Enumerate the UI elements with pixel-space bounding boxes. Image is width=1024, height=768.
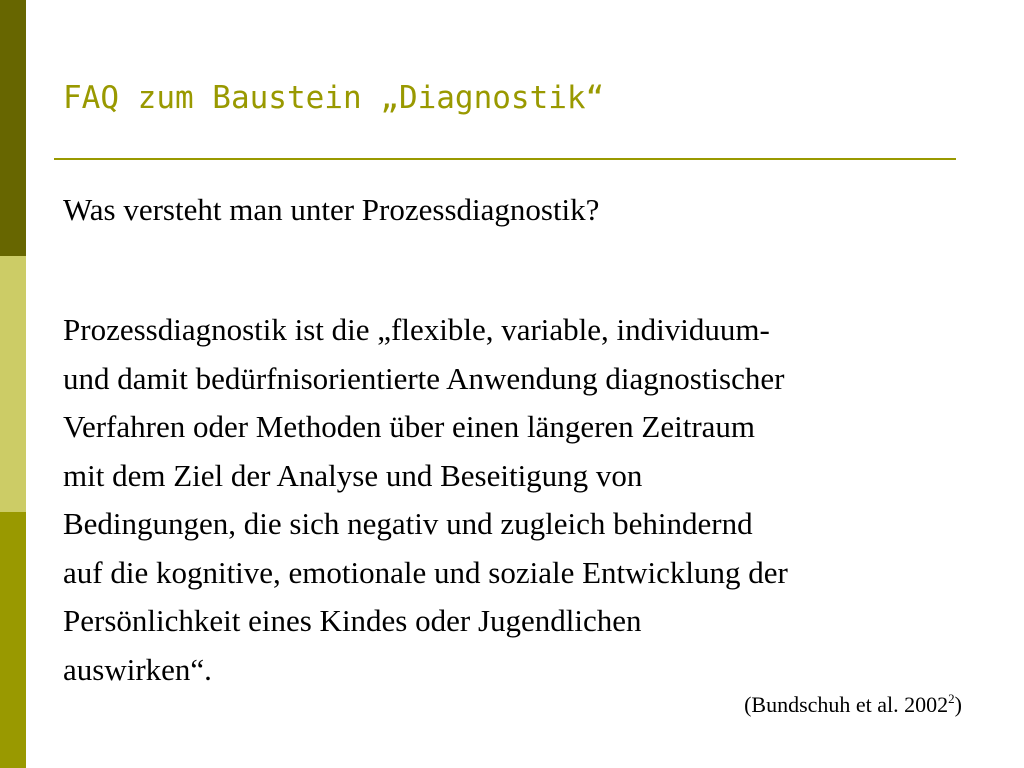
citation-superscript: 2 [948, 691, 955, 706]
question-text: Was versteht man unter Prozessdiagnostik? [63, 192, 600, 227]
slide-title: FAQ zum Baustein „Diagnostik“ [63, 80, 605, 116]
answer-line: Bedingungen, die sich negativ und zugleich behindernd [63, 506, 753, 541]
sidebar-segment-bottom [0, 512, 26, 768]
title-divider [54, 158, 956, 160]
citation-close: ) [954, 692, 962, 717]
answer-line: auswirken“. [63, 651, 212, 687]
answer-line: Prozessdiagnostik ist die „flexible, variable, individuum- [63, 312, 770, 347]
answer-line: und damit bedürfnisorientierte Anwendung diagnostischer [63, 360, 785, 396]
answer-line: Verfahren oder Methoden über einen längeren Zeitraum [63, 409, 756, 444]
citation-text: (Bundschuh et al. 2002 [744, 692, 949, 717]
answer-line: auf die kognitive, emotionale und soziale Entwicklung der [63, 554, 788, 590]
sidebar-segment-top [0, 0, 26, 256]
sidebar-segment-middle [0, 256, 26, 512]
answer-line: mit dem Ziel der Analyse und Beseitigung von [63, 457, 643, 493]
citation [744, 690, 962, 720]
answer-line: Persönlichkeit eines Kindes oder Jugendlichen [63, 603, 642, 638]
answer-paragraph [63, 306, 983, 694]
